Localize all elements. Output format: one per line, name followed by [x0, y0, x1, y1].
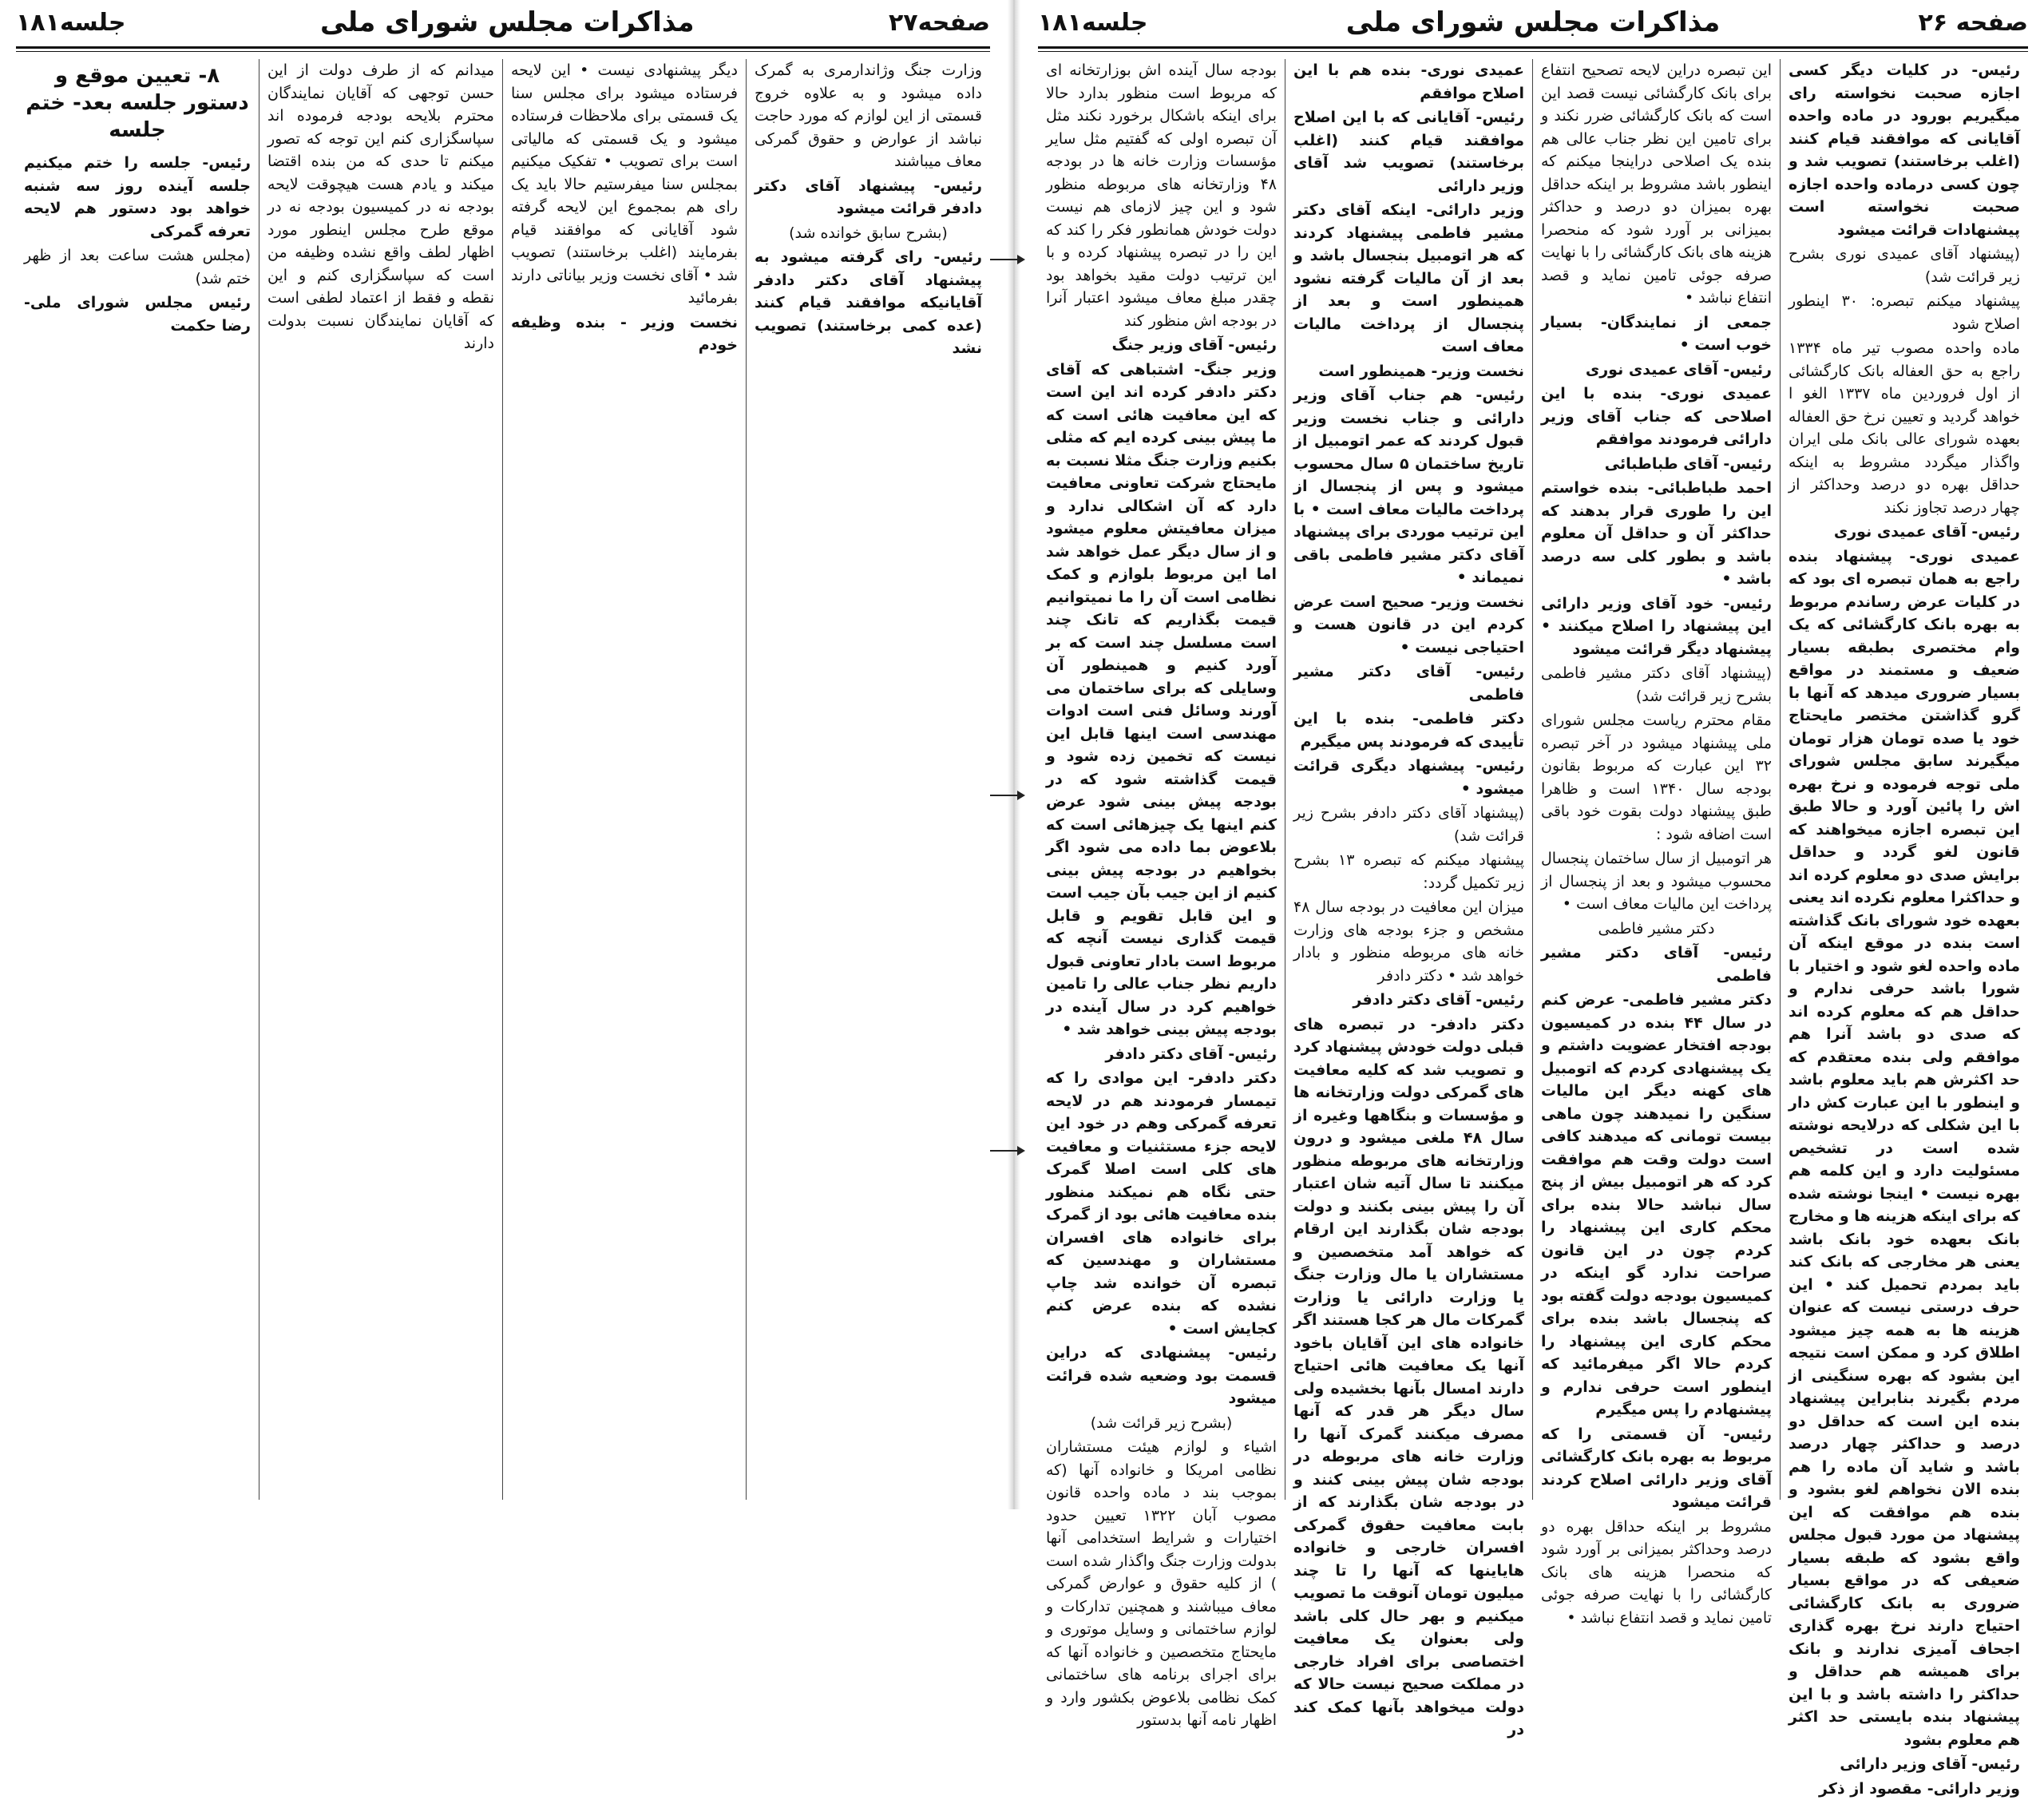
text-paragraph: پیشنهاد میکنم تبصره: ۳۰ اینطور اصلاح شود — [1788, 290, 2020, 335]
speaker-paragraph: رئیس- رای گرفته میشود به پیشنهاد آقای دکتر دادفر آقایانیکه موافقند قیام کنند (عده کمی برخاستند) تصویب نشد — [755, 246, 982, 360]
margin-pen-mark — [990, 795, 1019, 796]
speaker-paragraph: رئیس- پیشنهاد دیگری قرائت میشود • — [1293, 755, 1524, 800]
text-paragraph: (پیشنهاد آقای دکتر دادفر بشرح زیر قرائت شد) — [1293, 802, 1524, 847]
text-paragraph: مقام محترم ریاست مجلس شورای ملی پیشنهاد میشود در آخر تبصره ۳۲ این عبارت که مربوط بقانون بودجه سال ۱۳۴۰ است و ظاهرا طبق پیشنهاد دولت بقوت خود باقی است اضافه شود : — [1541, 709, 1772, 846]
speaker-paragraph: رئیس- آقای وزیر جنگ — [1046, 334, 1277, 357]
speaker-paragraph: جمعی از نمایندگان- بسیار خوب است • — [1541, 311, 1772, 357]
left-page-header — [16, 0, 990, 45]
margin-pen-mark — [990, 1150, 1019, 1152]
speaker-paragraph: وزیر جنگ- اشتباهی که آقای دکتر دادفر کرده اند این است که این معافیت هائی است که ما پیش بینی کرده ایم که مثلی بکنیم وزارت جنگ مثلا نسبت به مایحتاج شرکت تعاونی معافیت دارد که آن اشکالی ندارد و میزان معافیتش معلوم میشود و از سال دیگر عمل خواهد شد اما این مربوط بلوازم و کمک نظامی است آن را ما نمیتوانیم قیمت بگذاریم که تانک چند است مسلسل چند است که بر آورد کنیم و همینطور آن وسایلی که برای ساختمان می آورند وسائل فنی است ادوات مهندسی است اینها قابل این نیست که تخمین زده شود و قیمت گذاشته شود که در بودجه پیش بینی شود عرض کنم اینها یک چیزهائی است که بلاعوض بما داده می شود اگر بخواهیم در بودجه پیش بینی کنیم از این جیب بآن جیب است و این قابل تقویم و قابل قیمت گذاری نیست آنچه که مربوط است بادار تعاونی قبول داریم نظر جناب عالی را تامین خواهیم کرد در سال آینده در بودجه پیش بینی خواهد شد • — [1046, 359, 1277, 1041]
text-paragraph: پیشنهاد میکنم که تبصره ۱۳ بشرح زیر تکمیل گردد: — [1293, 849, 1524, 894]
speaker-paragraph: رئیس- خود آقای وزیر دارائی این پیشنهاد را اصلاح میکنند • پیشنهاد دیگر قرائت میشود — [1541, 593, 1772, 661]
right-page-header — [1038, 0, 2028, 45]
speaker-paragraph: عمیدی نوری- پیشنهاد بنده راجع به همان تبصره ای بود که در کلیات عرض رساندم مربوط به بهره بانک کارگشائی که یک وام مختصری بطبقه بسیار ضعیف و مستمند در مواقع بسیار ضروری میدهد که آنها با گرو گذاشتن مختصر مایحتاج خود یا صده تومان هزار تومان میگیرند سابق مجلس شورای ملی توجه فرموده و نرخ بهره اش را پائین آورد و حالا طبق این تبصره اجازه میخواهند که قانون لغو گردد و حداقل برایش صدی دو معلوم کرده اند و حداکثرا معلوم نکرده اند یعنی بعهده خود شورای بانک گذاشته است بنده در موقع اینکه آن ماده واحده لغو شود و اختیار با شورا باشد حرفی ندارم و حداقل هم که معلوم کرده اند که صدی دو باشد آنرا هم موافقم ولی بنده معتقدم که حد اکثرش هم باید معلوم باشد و اینطور با این عبارت کش دار با این شکلی که درلایحه نوشته شده است در تشخیص مسئولیت دارد و این کلمه هم بهره نیست • اینجا نوشته شده که برای اینکه هزینه ها و مخارج بانک بعهده خود بانک باشد یعنی هر مخارجی که بانک کند باید بمردم تحمیل کند • این حرف درستی نیست که عنوان هزینه ها به همه چیز میشود اطلاق کرد و ممکن است نتیجه این بشود که بهره سنگینی از مردم بگیرند بنابراین پیشنهاد بنده این است که حداقل دو درصد و حداکثر چهار درصد باشد و شاید آن ماده را هم بنده الان نخواهم لغو بشود و بنده هم موافقت که این پیشنهاد من مورد قبول مجلس واقع بشود که طبقه بسیار ضعیفی که در مواقع بسیار ضروری به بانک کارگشائی احتیاج دارند نرخ بهره گذاری اجحاف آمیزی ندارند و بانک برای همیشه هم حداقل و حداکثر را داشته باشد و با این پیشنهاد بنده بایستی حد اکثر هم معلوم بشود — [1788, 545, 2020, 1752]
speaker-paragraph: رئیس- جلسه را ختم میکنیم جلسه آینده روز سه شنبه خواهد بود دستور هم لایحه تعرفه گمرکی — [24, 152, 251, 243]
speaker-paragraph: نخست وزیر- همینطور است — [1293, 360, 1524, 383]
left-header-rule — [16, 46, 990, 49]
speaker-paragraph: رئیس- آقای دکتر دادفر — [1046, 1043, 1277, 1066]
left-columns — [16, 59, 990, 1500]
section-heading: ۸- تعیین موقع و دستور جلسه بعد- ختم جلسه — [24, 62, 251, 144]
right-page-column-3 — [1285, 59, 1533, 1500]
speaker-paragraph: دکتر دادفر- این موادی را که تیمسار فرمودند هم در لایحه تعرفه گمرکی وهم در خود این لایحه جزء مستثنیات و معافیت های کلی است اصلا گمرک حتی نگاه هم نمیکند منظور بنده معافیت هائی بود از گمرک برای خانواده های افسران مستشاران و مهندسین که تبصره آن خوانده شد چاپ نشده که بنده عرض کنم کجایش است • — [1046, 1067, 1277, 1340]
right-session-number: جلسه۱۸۱ — [1038, 9, 1148, 37]
text-paragraph: (بشرح زیر قرائت شد) — [1046, 1412, 1277, 1435]
speaker-paragraph: احمد طباطبائی- بنده خواستم این را طوری قرار بدهند که حداکثر آن و حداقل آن معلوم باشد و بطور کلی سه درصد باشد • — [1541, 477, 1772, 591]
speaker-paragraph: رئیس- آقای وزیر دارائی — [1788, 1753, 2020, 1776]
speaker-paragraph: دکتر مشیر فاطمی- عرض کنم در سال ۴۴ بنده در کمیسیون بودجه افتخار عضویت داشتم و یک پیشنهادی کردم که اتومبیل های کهنه دیگر این مالیات سنگین را نمیدهند چون ماهی بیست تومانی که میدهند کافی است دولت وقت هم موافقت کرد که هر اتومبیل بیش از پنج سال نباشد حالا بنده برای محکم کاری این پیشنهاد را کردم چون در این قانون صراحت ندارد گو اینکه در کمیسیون بودجه دولت گفته بود که پنجسال باشد بنده برای محکم کاری این پیشنهاد را کردم حالا اگر میفرمائید که اینطور است حرفی ندارم و پیشنهادم را پس میگیرم — [1541, 989, 1772, 1421]
speaker-paragraph: رئیس- آقای دکتر مشیر فاطمی — [1541, 942, 1772, 987]
text-paragraph: (مجلس هشت ساعت بعد از ظهر ختم شد) — [24, 244, 251, 290]
right-page — [1022, 0, 2044, 1509]
margin-pen-mark — [990, 259, 1019, 260]
speaker-paragraph: وزیر دارائی- مقصود از ذکر — [1788, 1778, 2020, 1800]
text-paragraph: میدانم که از طرف دولت از این حسن توجهی که آقایان نمایندگان محترم بلایحه بودجه فرموده اند سپاسگزاری کنم این توجه که تصور میکنم تا حدی که من بنده اقتضا میکند و یادم هست هیچوقت لایحه بودجه نه در کمیسیون بودجه نه در موقع طرح مجلس اینطور مورد اظهار لطف واقع نشده وظیفه من است که سپاسگزاری کنم و این نقطه و فقط از اعتماد لطفی است که آقایان نمایندگان نسبت بدولت دارند — [267, 59, 494, 355]
text-paragraph: دیگر پیشنهادی نیست • این لایحه فرستاده میشود برای مجلس سنا یک قسمتی برای ملاحظات فرستاده میشود و یک قسمتی که مالیاتی است برای تصویب • تفکیک میکنیم بمجلس سنا میفرستیم حالا باید یک رای هم بمجموع این لایحه گرفته شود آقایانی که موافقند قیام بفرمایند (اغلب برخاستند) تصویب شد • آقای نخست وزیر بیاناتی دارند بفرمائید — [511, 59, 738, 310]
left-page-column-2 — [503, 59, 747, 1500]
speaker-paragraph: رئیس- آن قسمتی را که مربوط به بهره بانک کارگشائی آقای وزیر دارائی اصلاح کردند قرائت میشود — [1541, 1423, 1772, 1514]
speaker-paragraph: نخست وزیر- صحیح است عرض کردم این در قانون هست و احتیاجی نیست • — [1293, 591, 1524, 660]
left-session-number: جلسه۱۸۱ — [16, 9, 126, 37]
speaker-paragraph: رئیس- آقای طباطبائی — [1541, 453, 1772, 476]
left-page-title: مذاکرات مجلس شورای ملی — [320, 6, 695, 38]
text-paragraph: بودجه سال آینده اش بوزارتخانه ای که مربوط است منظور بدارد حالا برای اینکه باشکال برخورد نکند مثل آن تبصره اولی که گفتیم مثل سایر مؤسسات وزارت خانه ها در بودجه ۴۸ وزارتخانه های مربوطه منظور شود و این چیز لازمای هم نیست دولت خودش همانطور فکر را کند که این را در تبصره پیشنهاد کرده و با این ترتیب دولت مقید بخواهد بود چقدر مبلغ معاف میشود اعتبار آنرا در بودجه اش منظور کند — [1046, 59, 1277, 332]
left-page-column-3 — [259, 59, 503, 1500]
right-columns — [1038, 59, 2028, 1500]
left-page-column-4 — [16, 59, 259, 1500]
speaker-paragraph: رئیس- پیشنهادی که دراین قسمت بود وضعیه شده قرائت میشود — [1046, 1342, 1277, 1410]
left-page-number: صفحه۲۷ — [889, 9, 990, 37]
text-paragraph: ماده واحده مصوب تیر ماه ۱۳۳۴ راجع به حق العفاله بانک کارگشائی از اول فروردین ماه ۱۳۳۷ الغو ا خواهد گردید و تعیین نرخ حق العفاله بعهده شورای عالی بانک ملی ایران واگذار میگردد مشروط به اینکه حداقل بهره دو درصد وحداکثر از چهار درصد تجاوز نکند — [1788, 337, 2020, 519]
text-paragraph: (بشرح سابق خوانده شد) — [755, 222, 982, 245]
speaker-paragraph: رئیس- آقای عمیدی نوری — [1541, 359, 1772, 382]
speaker-paragraph: رئیس- آقای دکتر دادفر — [1293, 989, 1524, 1012]
speaker-paragraph: رئیس- پیشنهاد آقای دکتر دادفر قرائت میشود — [755, 175, 982, 220]
right-page-column-1 — [1781, 59, 2028, 1500]
left-page-column-1 — [747, 59, 990, 1500]
right-page-column-2 — [1533, 59, 1781, 1500]
left-header-rule-thin — [16, 51, 990, 52]
page-gutter — [1008, 0, 1020, 1509]
speaker-paragraph: وزیر دارائی- اینکه آقای دکتر مشیر فاطمی پیشنهاد کردند که هر اتومبیل بنجسال باشد و بعد از آن مالیات گرفته نشود همینطور است و بعد از پنجسال از پرداخت مالیات معاف است — [1293, 199, 1524, 359]
text-paragraph: اشیاء و لوازم هیئت مستشاران نظامی امریکا و خانواده آنها (که بموجب بند د ماده واحده قانون مصوب آبان ۱۳۲۲ تعیین حدود اختیارات و شرایط استخدامی آنها بدولت وزارت جنگ واگذار شده است ) از کلیه حقوق و عوارض گمرکی معاف میباشند و همچنین تدارکات و لوازم ساختمانی و وسایل موتوری و مایحتاج متخصصین و خانواده آنها که برای اجرای برنامه های ساختمانی کمک نظامی بلاعوض بکشور وارد و اظهار نامه آنها بدستور — [1046, 1436, 1277, 1732]
right-header-rule — [1038, 46, 2028, 49]
speaker-paragraph: رئیس- آقایانی که با این اصلاح موافقند قیام کنند (اغلب برخاستند) تصویب شد آقای وزیر دارائی — [1293, 106, 1524, 197]
speaker-paragraph: دکتر فاطمی- بنده با این تأییدی که فرمودند پس میگیرم — [1293, 708, 1524, 753]
right-page-title: مذاکرات مجلس شورای ملی — [1346, 6, 1721, 38]
text-paragraph: مشروط بر اینکه حداقل بهره دو درصد وحداکثر بمیزانی بر آورد شود که منحصرا هزینه های بانک کارگشائی را با نهایت صرفه جوئی تامین نماید و قصد انتفاع نباشد • — [1541, 1516, 1772, 1630]
text-paragraph: دکتر مشیر فاطمی — [1541, 918, 1772, 941]
speaker-paragraph: رئیس- در کلیات دیگر کسی اجازه صحبت نخواسته رای میگیریم بورود در ماده واحده آقایانی که موافقند قیام کنند (اغلب برخاستند) تصویب شد و چون کسی درماده واحده اجازه صحبت نخواسته است پیشنهادات قرائت میشود — [1788, 59, 2020, 241]
speaker-paragraph: رئیس- آقای دکتر مشیر فاطمی — [1293, 660, 1524, 706]
right-page-number: صفحه ۲۶ — [1919, 9, 2028, 37]
text-paragraph: این تبصره دراین لایحه تصحیح انتفاع برای بانک کارگشائی نیست قصد این است که بانک کارگشائی ضرر نکند و برای تامین این نظر جناب عالی هم بنده یک اصلاحی دراینجا میکنم که اینطور باشد مشروط بر اینکه حداقل بهره بمیزان دو درصد و حداکثر بمیزانی بر آورد شود که منحصرا هزینه های بانک کارگشائی را با نهایت صرفه جوئی تامین نماید و قصد انتفاع نباشد • — [1541, 59, 1772, 310]
speaker-paragraph: رئیس مجلس شورای ملی- رضا حکمت — [24, 291, 251, 337]
text-paragraph: هر اتومبیل از سال ساختمان پنجسال محسوب میشود و بعد از پنجسال از پرداخت این مالیات معاف است • — [1541, 847, 1772, 916]
speaker-paragraph: دکتر دادفر- در تبصره های قبلی دولت خودش پیشنهاد کرد و تصویب شد که کلیه معافیت های گمرکی دولت وزارتخانه ها و مؤسسات و بنگاهها وغیره از سال ۴۸ ملغی میشود و درون وزارتخانه های مربوطه منظور میکنند تا سال آتیه شان اعتبار آن را پیش بینی بکنند و دولت بودجه شان بگذارند این ارقام که خواهد آمد متخصصین و مستشاران یا مال وزارت جنگ یا وزارت دارائی یا وزارت گمرکات مال هر کجا هستند اگر خانواده های این آقایان باخود آنها یک معافیت هائی احتیاج دارند امسال بآنها بخشیده ولی سال دیگر هر قدر که آنها مصرف میکنند گمرک آنها را وزارت خانه های مربوطه در بودجه شان پیش بینی کنند و در بودجه شان بگذارند که از بابت معافیت حقوق گمرکی افسران خارجی و خانواده هایاینها که آنها را تا چند میلیون تومان آنوقت ما تصویب میکنیم و بهر حال کلی باشد ولی بعنوان یک معافیت اختصاصی برای افراد خارجی در مملکت صحیح نیست حالا که دولت میخواهد بآنها کمک کند در — [1293, 1013, 1524, 1742]
speaker-paragraph: نخست وزیر - بنده وظیفه خودم — [511, 311, 738, 357]
text-paragraph: (پیشنهاد آقای دکتر مشیر فاطمی بشرح زیر قرائت شد) — [1541, 662, 1772, 708]
left-page — [0, 0, 1006, 1509]
text-paragraph: (پیشنهاد آقای عمیدی نوری بشرح زیر قرائت شد) — [1788, 243, 2020, 288]
speaker-paragraph: عمیدی نوری- بنده هم با این اصلاح موافقم — [1293, 59, 1524, 105]
right-page-column-4 — [1038, 59, 1285, 1500]
speaker-paragraph: رئیس- آقای عمیدی نوری — [1788, 521, 2020, 544]
right-header-rule-thin — [1038, 51, 2028, 52]
text-paragraph: میزان این معافیت در بودجه سال ۴۸ مشخص و جزء بودجه های وزارت خانه های مربوطه منظور و بادار خواهد شد • دکتر دادفر — [1293, 896, 1524, 987]
speaker-paragraph: عمیدی نوری- بنده با این اصلاحی که جناب آقای وزیر دارائی فرمودند موافقم — [1541, 383, 1772, 451]
text-paragraph: وزارت جنگ وژاندارمری به گمرک داده میشود و به علاوه خروج قسمتی از این لوازم که مورد حاجت نباشد از عوارض و حقوق گمرکی معاف میباشند — [755, 59, 982, 173]
speaker-paragraph: رئیس- هم جناب آقای وزیر دارائی و جناب نخست وزیر قبول کردند که عمر اتومبیل از تاریخ ساختمان ۵ سال محسوب میشود و پس از پنجسال از پرداخت مالیات معاف است • با این ترتیب موردی برای پیشنهاد آقای دکتر مشیر فاطمی باقی نمیماند • — [1293, 384, 1524, 589]
